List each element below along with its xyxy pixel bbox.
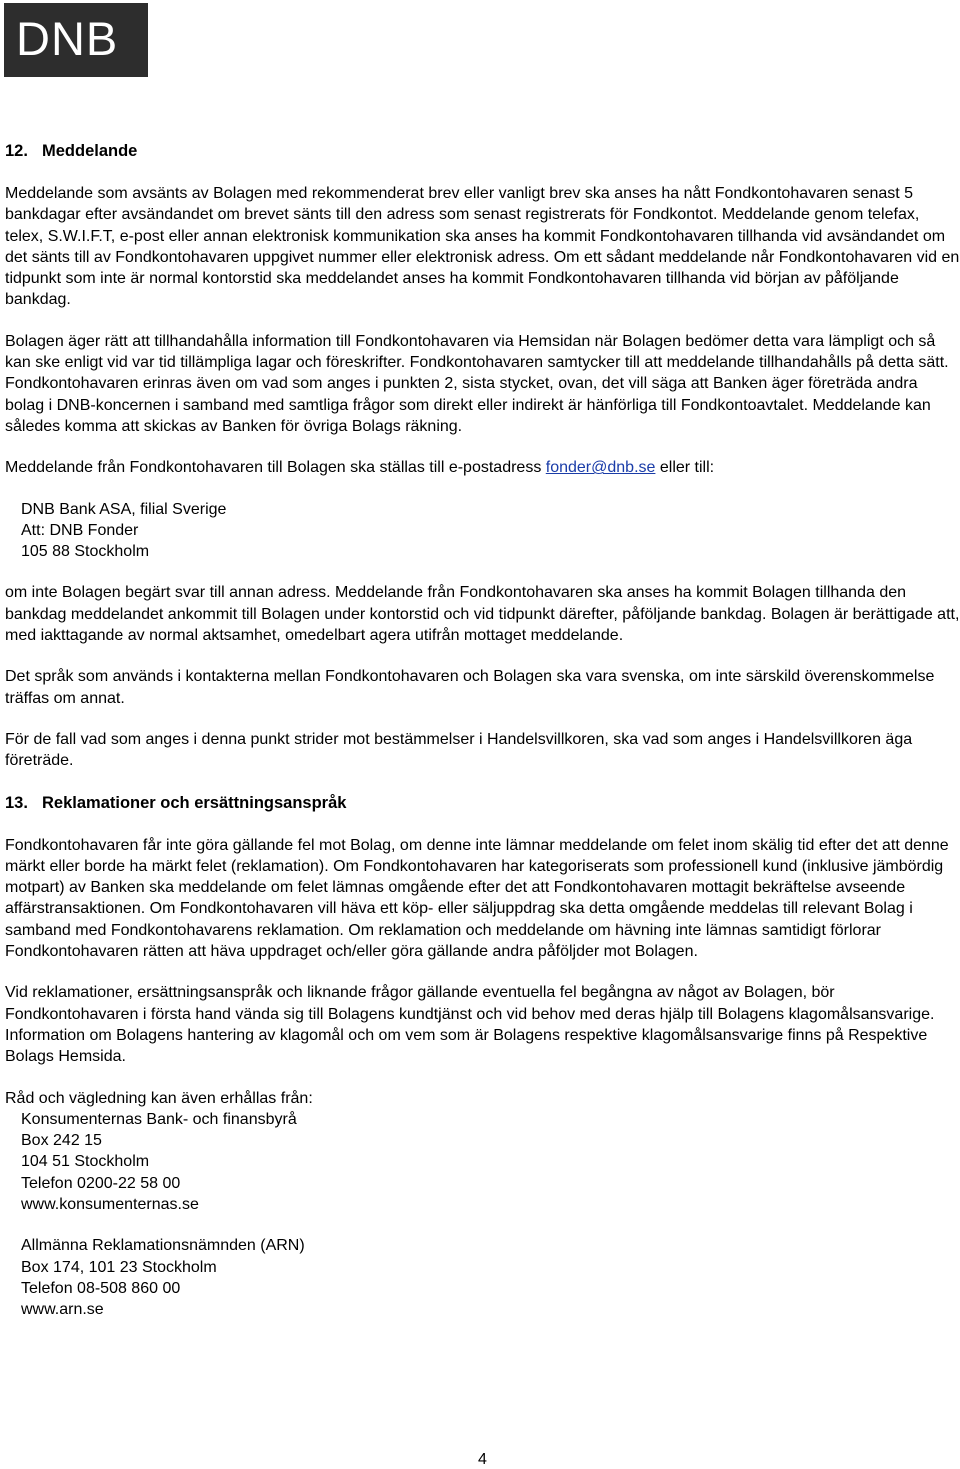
address-line: 105 88 Stockholm bbox=[21, 543, 150, 561]
section-title: Meddelande bbox=[42, 142, 138, 160]
address-line: Konsumenternas Bank- och finansbyrå bbox=[21, 1110, 297, 1128]
address-line: Box 242 15 bbox=[21, 1132, 102, 1150]
address-line: Allmänna Reklamationsnämnden (ARN) bbox=[21, 1237, 305, 1255]
paragraph: För de fall vad som anges i denna punkt strider mot bestämmelser i Handelsvillkoren, ska vad som anges i Handelsvillkoren äga företräde. bbox=[5, 730, 913, 770]
advice-intro: Råd och vägledning kan även erhållas från: bbox=[5, 1089, 313, 1107]
arn-address bbox=[21, 1235, 960, 1320]
paragraph: Fondkontohavaren får inte göra gällande fel mot Bolag, om denne inte lämnar meddelande om felet inom skälig tid efter det att denne märkt eller borde ha märkt felet (reklamation). Om Fondkontohavaren har kategoriserats som professionell kund (inklusive jämbördig motpart) av Banken ska meddelande om felet lämnas omgående efter det att Fondkontohavaren mottagit bekräftelse avseende affärstransaktionen. Om Fondkontohavaren vill häva ett köp- eller säljuppdrag ska detta omgående meddelas till relevant Bolag i samband med Fondkontohavarens reklamation. Om reklamation och meddelande om hävning inte lämnas samtidigt förlorar Fondkontohavaren rätten att häva uppdraget och/eller göra gällande andra påföljder mot Bolagen. bbox=[5, 836, 949, 961]
contact-paragraph bbox=[5, 457, 960, 478]
document-body bbox=[5, 140, 960, 1320]
address-line: Att: DNB Fonder bbox=[21, 521, 139, 539]
address-line: DNB Bank ASA, filial Sverige bbox=[21, 500, 227, 518]
paragraph: Det språk som används i kontakterna mellan Fondkontohavaren och Bolagen ska vara svenska, om inte särskild överenskommelse träffas om annat. bbox=[5, 668, 935, 707]
section-number: 12. bbox=[5, 142, 28, 160]
address-line: Box 174, 101 23 Stockholm bbox=[21, 1258, 217, 1276]
page-number: 4 bbox=[478, 1451, 487, 1468]
address-line: Telefon 0200-22 58 00 bbox=[21, 1174, 181, 1192]
email-link[interactable]: fonder@dnb.se bbox=[545, 459, 656, 477]
konsumenternas-address bbox=[21, 1109, 960, 1215]
section-13-heading bbox=[5, 792, 960, 814]
address-line: 104 51 Stockholm bbox=[21, 1153, 150, 1171]
section-number: 13. bbox=[5, 793, 28, 812]
contact-intro: Meddelande från Fondkontohavaren till Bolagen ska ställas till e-postadress bbox=[5, 459, 546, 477]
address-line: www.konsumenternas.se bbox=[21, 1195, 199, 1213]
section-12-heading bbox=[5, 140, 960, 162]
paragraph: Bolagen äger rätt att tillhandahålla information till Fondkontohavaren via Hemsidan när Bolagen bedömer detta vara lämpligt och så kan ske enligt vid var tid tillämpliga lagar och föreskrifter. Fondkontohavaren samtycker till att meddelande tillhandahålls på detta sätt. Fondkontohavaren erinras även om vad som anges i punkten 2, sista stycket, ovan, det vill säga att Banken äger företräda andra bolag i DNB-koncernen i samband med samtliga frågor som direkt eller indirekt är hänförliga till Fondkontoavtalet. Meddelande kan således komma att skickas av Banken för övriga Bolags räkning. bbox=[5, 332, 949, 435]
contact-outro: eller till: bbox=[655, 459, 715, 477]
postal-address bbox=[21, 499, 960, 563]
paragraph: Vid reklamationer, ersättningsanspråk och liknande frågor gällande eventuella fel begångna av något av Bolagen, bör Fondkontohavaren i första hand vända sig till Bolagens kundtjänst och vid behov med deras hjälp till Bolagens klagomålsansvarige. Information om Bolagens hantering av klagomål och om vem som är Bolagens respektive klagomålsansvarige finns på Respektive Bolags Hemsida. bbox=[5, 984, 935, 1066]
section-title: Reklamationer och ersättningsanspråk bbox=[42, 793, 347, 812]
address-line: www.arn.se bbox=[21, 1301, 104, 1319]
address-line: Telefon 08-508 860 00 bbox=[21, 1279, 181, 1297]
paragraph: Meddelande som avsänts av Bolagen med rekommenderat brev eller vanligt brev ska anses ha nått Fondkontohavaren senast 5 bankdagar efter avsändandet om brevet sänts till den adress som senast registrerats för Fondkontot. Meddelande genom telefax, telex, S.W.I.F.T, e-post eller annan elektronisk kommunikation ska anses ha kommit Fondkontohavaren tillhanda vid avsändandet om det sänts till av Fondkontohavaren uppgivet nummer eller elektronisk adress. Om ett sådant meddelande når Fondkontohavaren vid en tidpunkt som inte är normal kontorstid ska meddelandet anses ha kommit Fondkontohavaren tillhanda vid början av påföljande bankdag. bbox=[5, 185, 960, 309]
paragraph: om inte Bolagen begärt svar till annan adress. Meddelande från Fondkontohavaren ska anses ha kommit Bolagen tillhanda den bankdag meddelandet ankommit till Bolagen under kontorstid och vid tidpunkt därefter, påföljande bankdag. Bolagen är berättigade att, med iakttagande av normal aktsamhet, omedelbart agera utifrån mottaget meddelande. bbox=[5, 584, 960, 645]
dnb-logo: DNB bbox=[4, 3, 148, 77]
